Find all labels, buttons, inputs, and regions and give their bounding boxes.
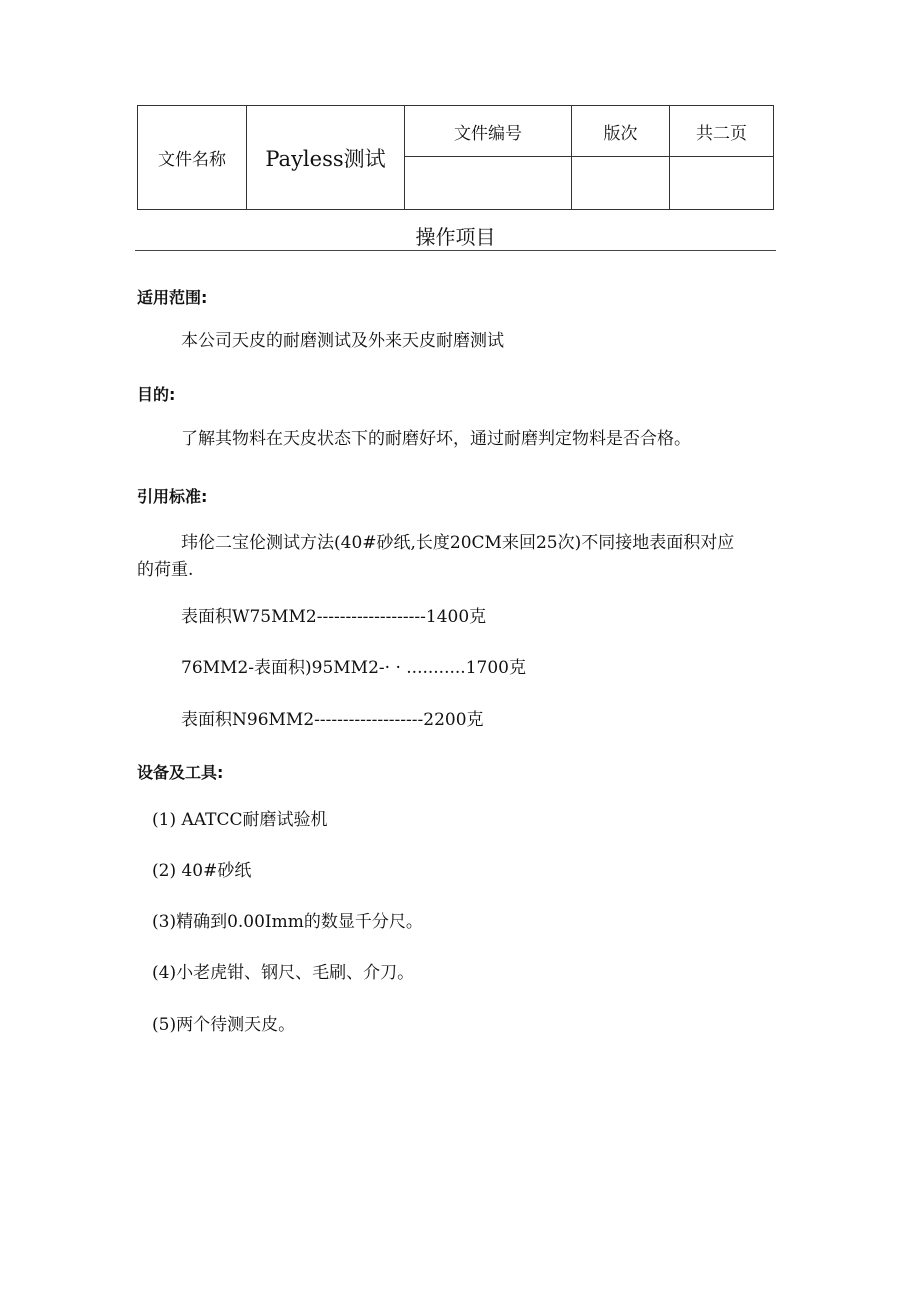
standard-heading: 引用标准: [137, 487, 208, 506]
standard-text-line1: 玮伦二宝伦测试方法(40#砂纸,长度20CM来回25次)不同接地表面积对应 [181, 533, 735, 553]
equipment-item: (3)精确到0.00Imm的数显千分尺。 [152, 912, 423, 932]
scope-heading: 适用范围: [137, 288, 208, 307]
file-number-label: 文件编号 [405, 106, 572, 157]
page-title: 操作项目 [135, 224, 776, 251]
pages-value [670, 157, 774, 210]
standard-row: 76MM2-表面积)95MM2-· · ...........1700克 [181, 658, 526, 678]
pages-label: 共二页 [670, 106, 774, 157]
equipment-item: (4)小老虎钳、钢尺、毛刷、介刀。 [152, 963, 415, 983]
version-value [572, 157, 670, 210]
version-label: 版次 [572, 106, 670, 157]
equipment-item: (2) 40#砂纸 [152, 861, 252, 881]
file-number-value [405, 157, 572, 210]
equipment-heading: 设备及工具: [137, 763, 224, 782]
purpose-text: 了解其物料在天皮状态下的耐磨好坏，通过耐磨判定物料是否合格。 [181, 429, 691, 449]
standard-text-line2: 的荷重. [137, 560, 194, 580]
file-name-value: Payless测试 [247, 106, 405, 210]
scope-text: 本公司天皮的耐磨测试及外来天皮耐磨测试 [181, 331, 504, 351]
standard-row: 表面积N96MM2-------------------2200克 [181, 710, 484, 730]
standard-row: 表面积W75MM2-------------------1400克 [181, 607, 487, 627]
purpose-heading: 目的: [137, 385, 176, 404]
document-header-table [137, 105, 774, 210]
equipment-item: (5)两个待测天皮。 [152, 1015, 296, 1035]
equipment-item: (1) AATCC耐磨试验机 [152, 810, 328, 830]
file-name-label: 文件名称 [138, 106, 247, 210]
